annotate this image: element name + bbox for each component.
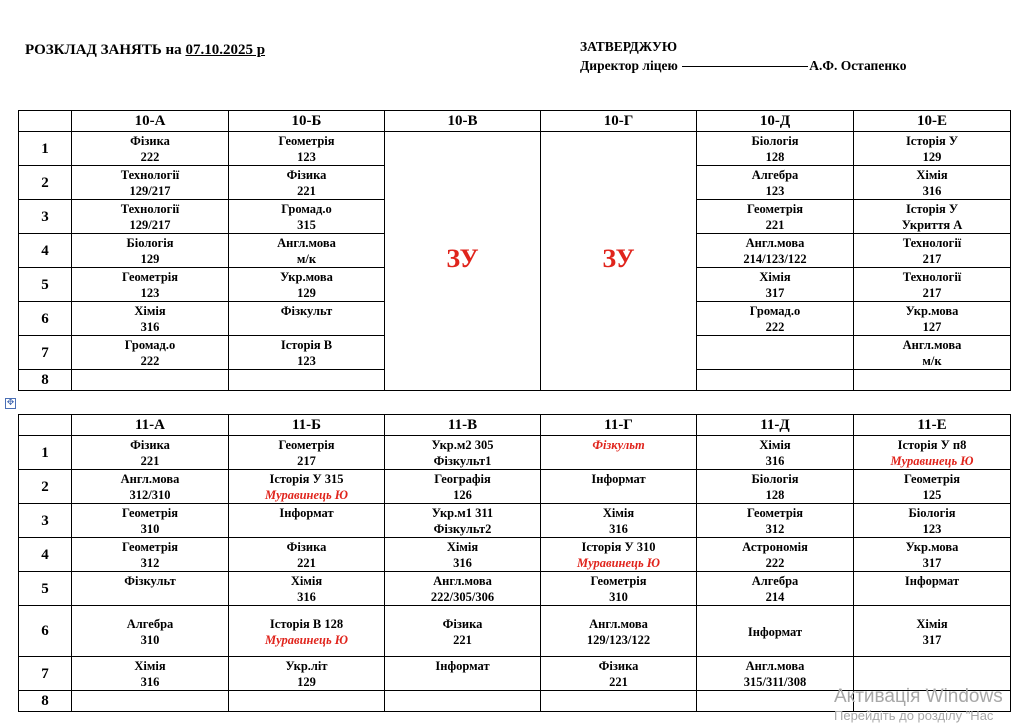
lesson-cell <box>697 436 854 470</box>
lesson-cell <box>385 572 541 606</box>
subject: Геометрія <box>278 134 335 148</box>
room: 312 <box>140 556 160 570</box>
room: 129 <box>140 252 160 266</box>
subject: Укр.м2 305 <box>431 438 494 452</box>
approve-title: ЗАТВЕРДЖУЮ <box>580 39 678 54</box>
lesson-number: 8 <box>19 691 72 712</box>
room: м/к <box>922 354 942 368</box>
lesson-cell <box>72 234 229 268</box>
lesson-cell <box>697 504 854 538</box>
room: Фізкульт1 <box>433 454 492 468</box>
lesson-cell <box>72 268 229 302</box>
lesson-cell <box>854 504 1011 538</box>
room: 221 <box>297 184 316 198</box>
room: 125 <box>922 488 942 502</box>
lesson-cell <box>541 572 697 606</box>
room: 127 <box>922 320 942 334</box>
schedule-title <box>25 42 265 59</box>
lesson-number: 6 <box>19 302 72 336</box>
lesson-cell <box>229 268 385 302</box>
watermark-line1: Активація Windows <box>834 686 1003 707</box>
lesson-number: 3 <box>19 200 72 234</box>
lesson-cell <box>541 504 697 538</box>
teacher: Муравинець Ю <box>264 488 348 502</box>
room: 222 <box>765 556 785 570</box>
lesson-cell <box>854 606 1011 657</box>
lesson-cell <box>229 200 385 234</box>
subject: Англ.мова <box>745 659 805 673</box>
room: 312/310 <box>129 488 171 502</box>
subject: Геометрія <box>903 472 961 486</box>
lesson-cell <box>385 657 541 691</box>
lesson-cell <box>697 336 854 370</box>
lesson-cell <box>385 470 541 504</box>
room: Фізкульт2 <box>433 522 492 536</box>
subject: Біологія <box>908 506 956 520</box>
room: 123 <box>297 150 316 164</box>
room: 317 <box>765 286 785 300</box>
subject: Фізика <box>442 616 483 631</box>
subject: Укр.мова <box>280 270 333 284</box>
room: 315 <box>297 218 316 232</box>
room: 217 <box>922 252 942 266</box>
lesson-cell <box>854 336 1011 370</box>
lesson-cell <box>229 572 385 606</box>
subject: Географія <box>434 472 491 486</box>
lesson-row <box>19 572 1011 606</box>
lesson-cell <box>385 691 541 712</box>
signature-line <box>682 66 808 67</box>
lesson-cell <box>854 572 1011 606</box>
room: 123 <box>765 184 785 198</box>
lesson-row <box>19 436 1011 470</box>
lesson-cell <box>229 470 385 504</box>
lesson-cell <box>229 606 385 657</box>
lesson-cell <box>854 268 1011 302</box>
lesson-cell <box>697 470 854 504</box>
room: 126 <box>453 488 472 502</box>
room: 129 <box>922 150 942 164</box>
lesson-cell <box>72 200 229 234</box>
room: 316 <box>765 454 785 468</box>
room: 221 <box>453 632 472 647</box>
subject: Англ.мова <box>120 472 180 486</box>
lesson-cell <box>72 572 229 606</box>
subject: Англ.мова <box>902 338 962 352</box>
lesson-number: 4 <box>19 234 72 268</box>
subject: Фізика <box>130 134 170 148</box>
room: 123 <box>140 286 160 300</box>
subject: Алгебра <box>751 168 799 182</box>
schedule-table-10 <box>18 110 1011 391</box>
subject: Історія У п8 <box>897 438 967 452</box>
room: м/к <box>296 252 317 266</box>
room: 316 <box>453 556 472 570</box>
lesson-cell <box>541 538 697 572</box>
subject: Технології <box>120 168 180 182</box>
schedule-date: 07.10.2025 р <box>185 42 266 58</box>
room: 317 <box>922 632 942 647</box>
subject: Алгебра <box>126 616 174 631</box>
lesson-cell <box>541 657 697 691</box>
lesson-number: 5 <box>19 268 72 302</box>
subject: Геометрія <box>121 506 179 520</box>
subject: Історія У <box>905 134 959 148</box>
subject: Алгебра <box>751 574 799 588</box>
class-header: 11-Г <box>541 415 697 436</box>
lesson-cell <box>697 370 854 391</box>
lesson-cell <box>697 572 854 606</box>
subject: Хімія <box>916 616 948 631</box>
room: 316 <box>922 184 942 198</box>
lesson-cell <box>229 132 385 166</box>
room: 221 <box>140 454 160 468</box>
teacher: Муравинець Ю <box>890 454 974 468</box>
lesson-cell <box>72 436 229 470</box>
lesson-row <box>19 606 1011 657</box>
room: 316 <box>297 590 316 604</box>
lesson-cell <box>229 370 385 391</box>
lesson-cell <box>854 166 1011 200</box>
lesson-cell <box>541 470 697 504</box>
lesson-cell <box>229 691 385 712</box>
room: 214/123/122 <box>743 252 807 266</box>
watermark-line2: Перейдіть до розділу "Нас <box>834 708 994 723</box>
windows-activation-watermark <box>834 686 1003 724</box>
lesson-cell <box>854 302 1011 336</box>
subject: Біологія <box>751 134 799 148</box>
subject: Геометрія <box>121 540 179 554</box>
class-header: 11-Д <box>697 415 854 436</box>
subject: Фізика <box>286 540 327 554</box>
class-header: 11-Е <box>854 415 1011 436</box>
lesson-number: 1 <box>19 436 72 470</box>
subject: Хімія <box>134 304 166 318</box>
lesson-cell <box>72 470 229 504</box>
lesson-cell <box>854 538 1011 572</box>
subject: Хімія <box>759 270 791 284</box>
subject: Біологія <box>126 236 174 250</box>
room: 221 <box>609 675 628 689</box>
subject: Укр.мова <box>905 540 959 554</box>
lesson-cell <box>697 302 854 336</box>
class-header: 11-Б <box>229 415 385 436</box>
subject: Укр.м1 311 <box>431 506 494 520</box>
lesson-cell <box>229 234 385 268</box>
lesson-cell <box>385 504 541 538</box>
room: 217 <box>297 454 316 468</box>
subject: Укр.літ <box>285 659 328 673</box>
lesson-cell <box>229 166 385 200</box>
room: 222/305/306 <box>430 590 495 604</box>
corner-cell <box>19 415 72 436</box>
subject: Фізика <box>130 438 170 452</box>
lesson-cell <box>229 504 385 538</box>
class-header: 10-А <box>72 111 229 132</box>
room: 129/217 <box>129 218 171 232</box>
subject: Фізкульт <box>124 574 176 588</box>
table-move-handle-icon[interactable]: ✥ <box>6 398 15 408</box>
room: 123 <box>922 522 942 536</box>
subject: Англ.мова <box>589 616 648 631</box>
subject: Інформат <box>279 506 334 520</box>
subject: Хімія <box>134 659 166 673</box>
lesson-number: 4 <box>19 538 72 572</box>
lesson-number: 5 <box>19 572 72 606</box>
room: 129 <box>297 286 316 300</box>
lesson-cell <box>72 370 229 391</box>
subject: Хімія <box>602 506 635 520</box>
merged-cell <box>541 132 697 391</box>
lesson-number: 2 <box>19 166 72 200</box>
room: 217 <box>922 286 942 300</box>
lesson-cell <box>72 336 229 370</box>
schedule-table-11 <box>18 414 1011 712</box>
room: 310 <box>140 632 160 647</box>
subject: Технології <box>902 236 962 250</box>
class-header: 11-А <box>72 415 229 436</box>
lesson-cell <box>697 234 854 268</box>
subject: Геометрія <box>746 506 804 520</box>
lesson-cell <box>385 606 541 657</box>
lesson-cell <box>697 691 854 712</box>
lesson-cell <box>697 538 854 572</box>
subject: Англ.мова <box>745 236 805 250</box>
lesson-cell <box>697 268 854 302</box>
approve-name: А.Ф. Остапенко <box>809 58 907 73</box>
subject: Історія В <box>280 338 333 352</box>
lesson-cell <box>72 302 229 336</box>
room: 316 <box>140 675 160 689</box>
lesson-cell <box>72 657 229 691</box>
subject: Геометрія <box>746 202 804 216</box>
room: 222 <box>140 150 160 164</box>
lesson-number: 8 <box>19 370 72 391</box>
lesson-cell <box>854 470 1011 504</box>
class-header: 10-Д <box>697 111 854 132</box>
lesson-number: 2 <box>19 470 72 504</box>
room: Укриття А <box>901 218 963 232</box>
lesson-cell <box>229 336 385 370</box>
lesson-cell <box>854 436 1011 470</box>
class-header: 10-Б <box>229 111 385 132</box>
subject: Астрономія <box>742 540 808 554</box>
room: 310 <box>140 522 160 536</box>
lesson-cell <box>72 691 229 712</box>
lesson-row <box>19 470 1011 504</box>
lesson-cell <box>72 504 229 538</box>
room: 129/217 <box>129 184 171 198</box>
lesson-cell <box>72 132 229 166</box>
subject: Геометрія <box>278 438 335 452</box>
subject: Геометрія <box>121 270 179 284</box>
lesson-cell <box>229 657 385 691</box>
lesson-cell <box>229 302 385 336</box>
subject: Історія В 128 <box>269 616 344 631</box>
room: 214 <box>765 590 785 604</box>
subject: Хімія <box>446 540 479 554</box>
class-header: 11-В <box>385 415 541 436</box>
subject: Інформат <box>591 472 646 486</box>
lesson-cell <box>854 200 1011 234</box>
lesson-number: 7 <box>19 336 72 370</box>
class-header: 10-Г <box>541 111 697 132</box>
approve-role: Директор ліцею <box>580 58 678 73</box>
lesson-cell <box>385 436 541 470</box>
subject: Укр.мова <box>905 304 959 318</box>
subject: Хімія <box>290 574 323 588</box>
subject: Фізкульт <box>592 438 645 452</box>
lesson-cell <box>854 234 1011 268</box>
subject: Англ.мова <box>277 236 336 250</box>
zu-label: ЗУ <box>446 244 479 273</box>
subject: Фізика <box>598 659 639 673</box>
lesson-cell <box>697 606 854 657</box>
lesson-number: 7 <box>19 657 72 691</box>
room: 129 <box>297 675 316 689</box>
lesson-row <box>19 504 1011 538</box>
subject: Фізика <box>286 168 327 182</box>
room: 123 <box>297 354 316 368</box>
subject: Хімія <box>759 438 791 452</box>
lesson-cell <box>697 200 854 234</box>
room: 316 <box>140 320 160 334</box>
subject: Хімія <box>916 168 948 182</box>
lesson-cell <box>541 691 697 712</box>
room: 310 <box>609 590 628 604</box>
lesson-cell <box>697 166 854 200</box>
room: 315/311/308 <box>743 675 807 689</box>
subject: Громад.о <box>124 338 176 352</box>
lesson-cell <box>72 538 229 572</box>
merged-cell <box>385 132 541 391</box>
lesson-cell <box>854 132 1011 166</box>
lesson-cell <box>72 166 229 200</box>
subject: Англ.мова <box>433 574 492 588</box>
room: 317 <box>922 556 942 570</box>
subject: Інформат <box>747 624 803 639</box>
subject: Технології <box>120 202 180 216</box>
lesson-cell <box>72 606 229 657</box>
room: 222 <box>765 320 785 334</box>
lesson-row <box>19 132 1011 166</box>
lesson-cell <box>697 132 854 166</box>
zu-label: ЗУ <box>602 244 635 273</box>
teacher: Муравинець Ю <box>264 632 348 647</box>
corner-cell <box>19 111 72 132</box>
subject: Громад.о <box>281 202 332 216</box>
lesson-cell <box>541 436 697 470</box>
room: 128 <box>765 488 785 502</box>
class-header: 10-Е <box>854 111 1011 132</box>
room: 312 <box>765 522 785 536</box>
lesson-cell <box>697 657 854 691</box>
lesson-number: 6 <box>19 606 72 657</box>
subject: Історія У <box>905 202 959 216</box>
lesson-cell <box>229 538 385 572</box>
subject: Технології <box>902 270 962 284</box>
lesson-number: 1 <box>19 132 72 166</box>
teacher: Муравинець Ю <box>576 556 660 570</box>
approval-block <box>580 37 906 75</box>
subject: Інформат <box>435 659 490 673</box>
lesson-cell <box>229 436 385 470</box>
room: 221 <box>765 218 785 232</box>
subject: Фізкульт <box>280 304 333 318</box>
subject: Історія У 310 <box>581 540 656 554</box>
lesson-cell <box>541 606 697 657</box>
room: 221 <box>297 556 316 570</box>
title-prefix: РОЗКЛАД ЗАНЯТЬ на <box>25 42 186 58</box>
room: 129/123/122 <box>586 632 651 647</box>
lesson-number: 3 <box>19 504 72 538</box>
subject: Інформат <box>904 574 960 588</box>
subject: Громад.о <box>749 304 801 318</box>
subject: Геометрія <box>590 574 647 588</box>
lesson-cell <box>854 370 1011 391</box>
lesson-row <box>19 538 1011 572</box>
subject: Історія У 315 <box>269 472 344 486</box>
room: 128 <box>765 150 785 164</box>
room: 222 <box>140 354 160 368</box>
subject: Біологія <box>751 472 799 486</box>
class-header: 10-В <box>385 111 541 132</box>
lesson-cell <box>385 538 541 572</box>
room: 316 <box>609 522 628 536</box>
